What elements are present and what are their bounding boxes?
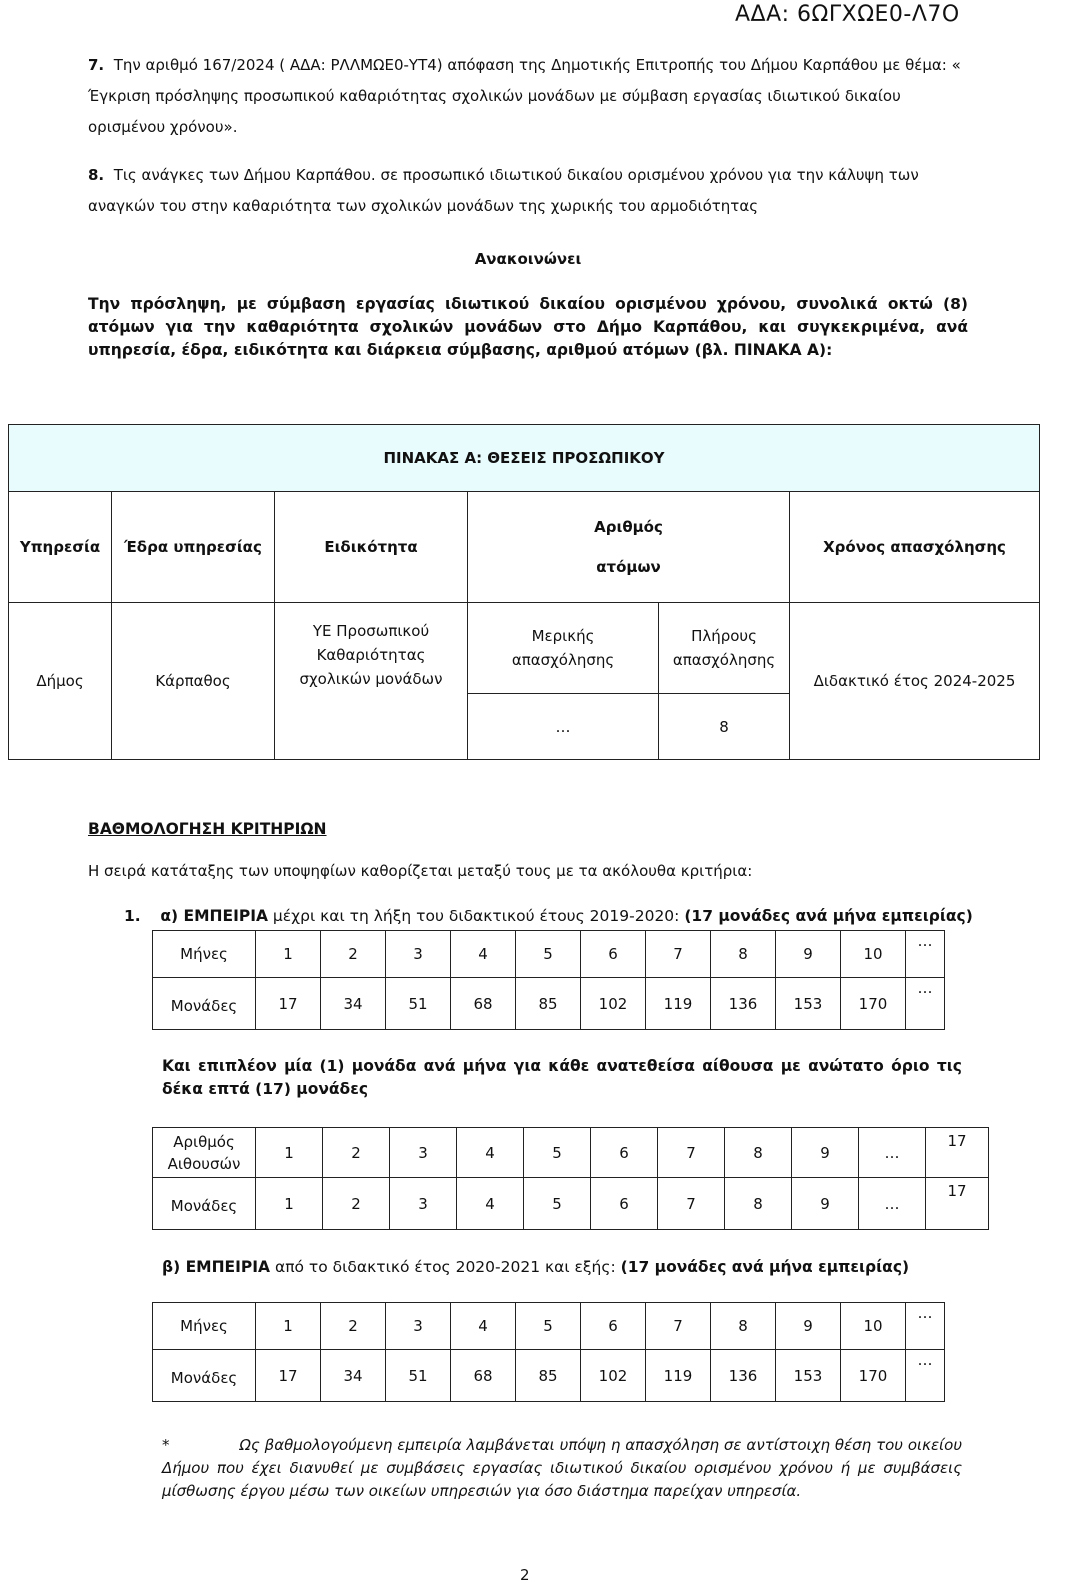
table-cell: 4 [457,1178,524,1230]
table-cell: 9 [776,1303,841,1350]
item-8 [88,160,968,222]
table-cell: 3 [390,1128,457,1178]
col-duration: Χρόνος απασχόλησης [790,492,1040,603]
table-cell: 8 [725,1178,792,1230]
table-cell: 2 [321,931,386,978]
table-cell: 4 [451,931,516,978]
criterion-a-lead: α) ΕΜΠΕΙΡΙΑ [160,907,268,925]
criterion-a-table [152,930,945,1030]
table-cell: 170 [841,978,906,1030]
item-8-number: 8. [88,166,105,184]
row-label: Μονάδες [153,1350,256,1402]
table-cell: … [906,1303,945,1350]
table-cell: 9 [792,1128,859,1178]
table-cell: 17 [256,1350,321,1402]
row-label: Μονάδες [153,978,256,1030]
criterion-a-tail: (17 μονάδες ανά μήνα εμπειρίας) [684,907,973,925]
table-cell: 6 [581,931,646,978]
positions-table [8,424,1040,760]
table-cell: 3 [386,1303,451,1350]
table-cell: 85 [516,1350,581,1402]
classrooms-text: Και επιπλέον μία (1) μονάδα ανά μήνα για κάθε ανατεθείσα αίθουσα με ανώτατο όριο τις δέκα επτά (17) μονάδες [162,1057,962,1098]
table-cell: 136 [711,1350,776,1402]
item-7 [88,50,968,143]
table-cell: 1 [256,1128,323,1178]
table-cell: 51 [386,1350,451,1402]
item-8-text: Τις ανάγκες των Δήμου Καρπάθου. σε προσωπικό ιδιωτικού δικαίου ορισμένου χρόνου για την κάλυψη των αναγκών του στην καθαριότητα των σχολικών μονάδων της χωρικής του αρμοδιότητας [88,166,919,215]
table-cell: 68 [451,978,516,1030]
criterion-a-heading [124,907,973,925]
cell-partial-label: Μερικής απασχόλησης [468,603,659,694]
col-count-line2: ατόμων [596,558,661,576]
cell-full-value: 8 [659,694,790,760]
table-cell: 1 [256,1303,321,1350]
ada-code: ΑΔΑ: 6ΩΓΧΩΕ0-Λ7Ο [735,2,960,27]
table-cell: 7 [646,931,711,978]
criterion-a-number: 1. [124,907,141,925]
table-cell: 119 [646,1350,711,1402]
classrooms-table [152,1127,989,1230]
table-cell: 2 [323,1128,390,1178]
table-cell: 5 [516,1303,581,1350]
criteria-intro: Η σειρά κατάταξης των υποψηφίων καθορίζεται μεταξύ τους με τα ακόλουθα κριτήρια: [88,862,753,880]
table-cell: 136 [711,978,776,1030]
table-cell: 1 [256,931,321,978]
table-cell: 6 [581,1303,646,1350]
criterion-a-text: μέχρι και τη λήξη του διδακτικού έτους 2019-2020: [268,907,685,925]
criterion-b-text: από το διδακτικό έτος 2020-2021 και εξής: [270,1258,621,1276]
cell-seat: Κάρπαθος [112,603,275,760]
cell-specialty: ΥΕ Προσωπικού Καθαριότητας σχολικών μονάδων [275,603,468,760]
row-label: Αριθμός Αιθουσών [153,1128,256,1178]
table-cell: 3 [390,1178,457,1230]
table-cell: … [859,1128,926,1178]
cell-service: Δήμος [9,603,112,760]
footnote [162,1434,962,1503]
table-cell: 34 [321,1350,386,1402]
criterion-b-heading [162,1258,909,1276]
criteria-title: ΒΑΘΜΟΛΟΓΗΣΗ ΚΡΙΤΗΡΙΩΝ [88,820,327,838]
table-cell: 3 [386,931,451,978]
col-count-line1: Αριθμός [594,518,663,536]
table-cell: 1 [256,1178,323,1230]
cell-full-label: Πλήρους απασχόλησης [659,603,790,694]
table-cell: 7 [658,1178,725,1230]
table-cell: 2 [321,1303,386,1350]
table-cell: … [906,978,945,1030]
table-cell: 5 [516,931,581,978]
table-cell: 5 [524,1178,591,1230]
col-seat: Έδρα υπηρεσίας [112,492,275,603]
announce-title: Ανακοινώνει [474,250,582,268]
table-cell: 2 [323,1178,390,1230]
table-cell: … [906,1350,945,1402]
col-service: Υπηρεσία [9,492,112,603]
table-cell: 17 [256,978,321,1030]
table-cell: 102 [581,1350,646,1402]
table-cell: … [906,931,945,978]
cell-duration: Διδακτικό έτος 2024-2025 [790,603,1040,760]
table-cell: 68 [451,1350,516,1402]
table-cell: … [859,1178,926,1230]
row-label: Μήνες [153,1303,256,1350]
table-cell: 17 [926,1128,989,1178]
table-cell: 10 [841,931,906,978]
table-cell: 170 [841,1350,906,1402]
table-cell: 7 [646,1303,711,1350]
table-cell: 153 [776,978,841,1030]
table-cell: 8 [725,1128,792,1178]
row-label: Μήνες [153,931,256,978]
positions-table-title: ΠΙΝΑΚΑΣ Α: ΘΕΣΕΙΣ ΠΡΟΣΩΠΙΚΟΥ [9,425,1040,492]
criterion-b-lead: β) ΕΜΠΕΙΡΙΑ [162,1258,271,1276]
table-cell: 5 [524,1128,591,1178]
table-cell: 8 [711,1303,776,1350]
table-cell: 17 [926,1178,989,1230]
table-cell: 85 [516,978,581,1030]
announce-text: Την πρόσληψη, με σύμβαση εργασίας ιδιωτικού δικαίου ορισμένου χρόνου, συνολικά οκτώ (8) ατόμων για την καθαριότητα σχολικών μονάδων στο Δήμο Καρπάθου, και συγκεκριμένα, ανά υπηρεσία, έδρα, ειδικότητα και διάρκεια σύμβασης, αριθμού ατόμων (βλ. ΠΙΝΑΚΑ Α): [88,295,968,359]
footnote-mark: * [162,1436,170,1454]
table-cell: 4 [457,1128,524,1178]
criterion-b-tail: (17 μονάδες ανά μήνα εμπειρίας) [620,1258,910,1276]
table-cell: 6 [591,1178,658,1230]
table-cell: 153 [776,1350,841,1402]
table-cell: 9 [776,931,841,978]
item-7-number: 7. [88,56,105,74]
table-cell: 9 [792,1178,859,1230]
table-cell: 6 [591,1128,658,1178]
criterion-b-table [152,1302,945,1402]
table-cell: 51 [386,978,451,1030]
page-number: 2 [520,1566,530,1584]
table-cell: 119 [646,978,711,1030]
table-cell: 7 [658,1128,725,1178]
footnote-text: Ως βαθμολογούμενη εμπειρία λαμβάνεται υπόψη η απασχόληση σε αντίστοιχη θέση του οικείου Δήμου που έχει διανυθεί με συμβάσεις εργασίας ιδιωτικού δικαίου ορισμένου χρόνου ή με συμβάσεις μίσθωσης έργου μέσω των οικείων υπηρεσιών για όσο διάστημα παρείχαν υπηρεσία. [162,1436,962,1500]
row-label: Μονάδες [153,1178,256,1230]
table-cell: 8 [711,931,776,978]
table-cell: 102 [581,978,646,1030]
item-7-text: Την αριθμό 167/2024 ( ΑΔΑ: ΡΛΛΜΩΕ0-ΥΤ4) απόφαση της Δημοτικής Επιτροπής του Δήμου Καρπάθου με θέμα: « Έγκριση πρόσληψης προσωπικού καθαριότητας σχολικών μονάδων με σύμβαση εργασίας ιδιωτικού δικαίου ορισμένου χρόνου». [88,56,961,136]
table-cell: 34 [321,978,386,1030]
col-count [468,492,790,603]
cell-partial-value: … [468,694,659,760]
col-specialty: Ειδικότητα [275,492,468,603]
table-cell: 4 [451,1303,516,1350]
table-cell: 10 [841,1303,906,1350]
